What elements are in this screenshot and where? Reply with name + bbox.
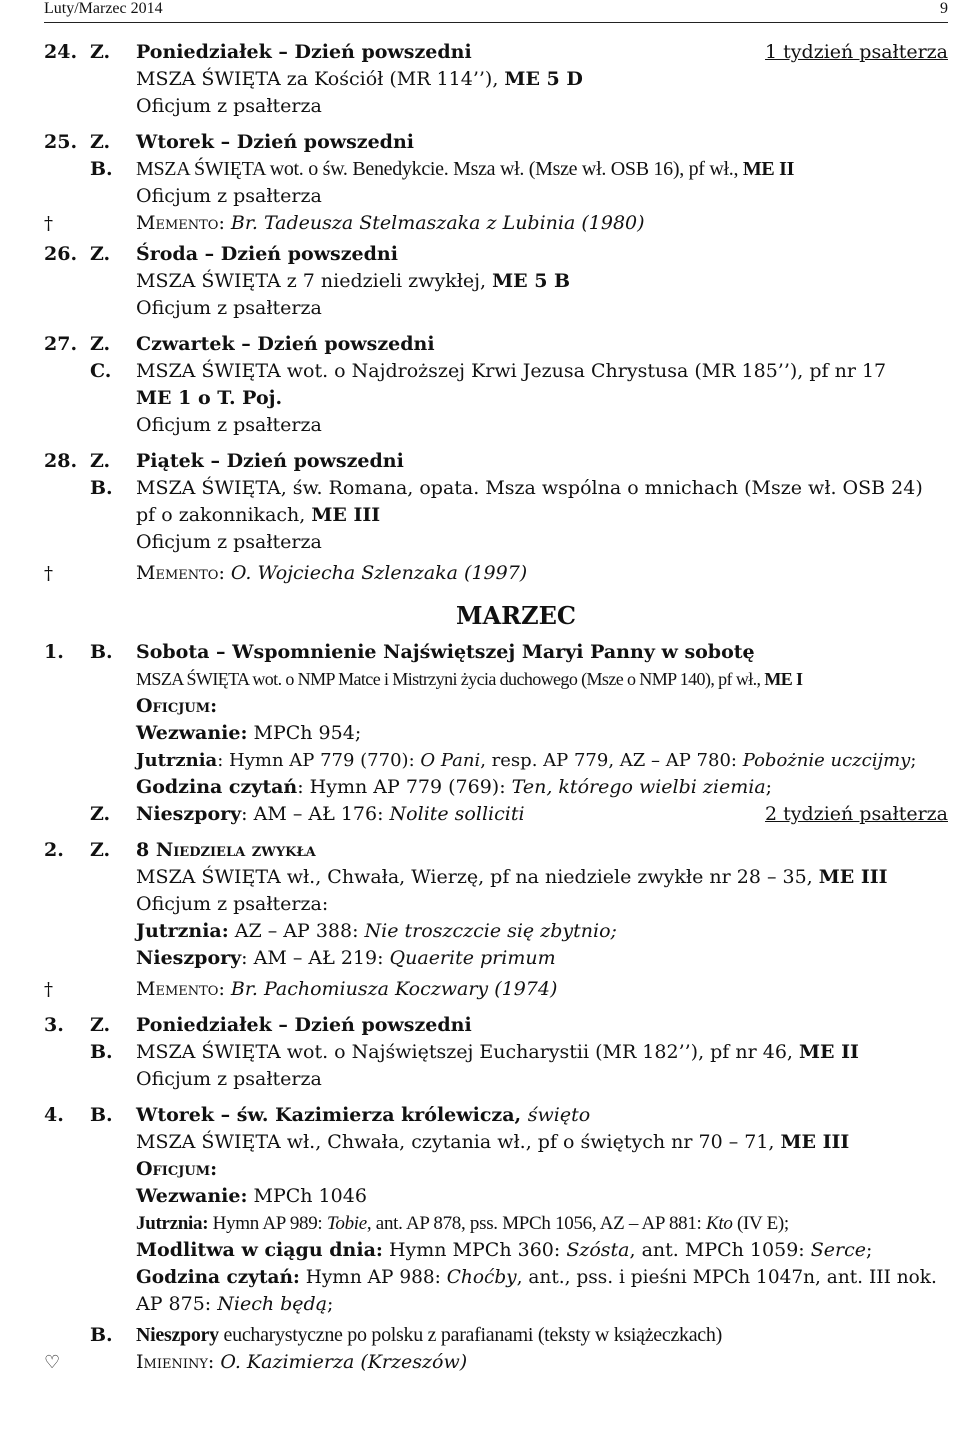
liturgical-color: Z. <box>90 243 111 265</box>
mass-missal: ME II <box>742 158 795 180</box>
entry-25-office <box>44 183 948 210</box>
invitatory-text: MPCh 954; <box>247 722 362 744</box>
midday-text: Hymn MPCh 360: <box>382 1239 567 1261</box>
day-rank: święto <box>527 1104 591 1126</box>
psalter-week: 1 tydzień psałterza <box>765 41 948 63</box>
midday-text-3: ; <box>865 1239 873 1261</box>
entry-4-godzina <box>44 1264 948 1291</box>
memento-label: Memento <box>136 978 219 1000</box>
entry-date: 1. <box>44 641 64 663</box>
lauds-text: Hymn AP 989: <box>208 1213 327 1234</box>
day-title: Czwartek – Dzień powszedni <box>136 333 435 355</box>
mass-missal: ME III <box>311 504 381 526</box>
day-title: Wtorek – św. Kazimierza królewicza, <box>136 1104 528 1126</box>
liturgical-color: Z. <box>90 839 111 861</box>
office-label: Oficjum: <box>136 1158 218 1180</box>
entry-2-mass <box>44 864 948 891</box>
liturgical-color: C. <box>90 360 112 382</box>
mass-text: MSZA ŚWIĘTA za Kościół (MR 114’’), <box>136 68 505 90</box>
readings-text-2: , ant., pss. i pieśni MPCh 1047n, ant. III nok. <box>516 1267 937 1288</box>
entry-24-mass <box>44 66 948 93</box>
lauds-hymn: O Pani <box>420 750 481 771</box>
memento-text: Br. Tadeusza Stelmaszaka z Lubinia (1980) <box>230 212 645 234</box>
entry-28-office <box>44 529 948 556</box>
office-text: Oficjum z psałterza <box>136 531 322 553</box>
entry-2-office <box>44 891 948 918</box>
office-text: Oficjum z psałterza <box>136 1068 322 1090</box>
memento-text: Br. Pachomiusza Koczwary (1974) <box>230 978 558 1000</box>
entry-28-day <box>44 448 948 475</box>
readings-hymn: Ten, którego wielbi ziemia <box>511 776 766 798</box>
entry-3-day <box>44 1012 948 1039</box>
mass-missal: ME III <box>818 866 888 888</box>
lauds-text: : Hymn AP 779 (770): <box>217 750 421 771</box>
midday-antiphon: Serce <box>810 1239 866 1261</box>
lauds-label: Jutrznia: <box>136 920 229 942</box>
office-label: Oficjum: <box>136 695 218 717</box>
entry-4-office-label <box>44 1156 948 1183</box>
entry-1-office-label <box>44 693 948 720</box>
entry-4-imieniny: ♡ Imieniny: O. Kazimierza (Krzeszów) <box>44 1349 948 1376</box>
entry-4-jutrznia <box>44 1210 948 1237</box>
entry-26-office <box>44 295 948 322</box>
mass-text-cont: pf o zakonnikach, <box>136 504 312 526</box>
entry-4-nieszpory <box>44 1322 948 1349</box>
entry-date: 3. <box>44 1014 64 1036</box>
office-text: Oficjum z psałterza <box>136 414 322 436</box>
entry-date: 26. <box>44 243 78 265</box>
readings-antiphon: Niech będą <box>217 1293 328 1315</box>
liturgical-color: Z. <box>90 1014 111 1036</box>
vespers-label: Nieszpory <box>136 803 242 825</box>
memento-label: Memento <box>136 212 219 234</box>
nameday-label: Imieniny <box>136 1351 208 1373</box>
heart-icon: ♡ <box>44 1352 61 1373</box>
liturgical-color: B. <box>90 1104 113 1126</box>
entry-27-mass <box>44 358 948 385</box>
readings-text: : Hymn AP 779 (769): <box>297 776 512 798</box>
mass-text: MSZA ŚWIĘTA wot. o św. Benedykcie. Msza wł. (Msze wł. OSB 16), pf wł., <box>136 158 743 180</box>
entry-28-mass <box>44 475 948 502</box>
mass-text: MSZA ŚWIĘTA wot. o NMP Matce i Mistrzyni życia duchowego (Msze o NMP 140), pf wł., <box>136 669 765 689</box>
liturgical-color: B. <box>90 477 113 499</box>
entry-date: 24. <box>44 41 78 63</box>
liturgical-color: Z. <box>90 333 111 355</box>
entry-25-mass <box>44 156 948 183</box>
lauds-antiphon: Nie troszczcie się zbytnio; <box>364 920 617 942</box>
mass-missal: ME 5 D <box>504 68 583 90</box>
lauds-label: Jutrznia <box>136 750 218 771</box>
mass-missal: ME III <box>780 1131 850 1153</box>
mass-text: MSZA ŚWIĘTA wł., Chwała, Wierzę, pf na niedziele zwykłe nr 28 – 35, <box>136 866 819 888</box>
liturgical-color: B. <box>90 641 113 663</box>
entry-date: 28. <box>44 450 78 472</box>
liturgical-color: Z. <box>90 450 111 472</box>
readings-text-3: AP 875: <box>136 1293 218 1315</box>
mass-text: MSZA ŚWIĘTA z 7 niedzieli zwykłej, <box>136 270 493 292</box>
day-title: Wtorek – Dzień powszedni <box>136 131 414 153</box>
vespers-text: : AM – AŁ 176: <box>241 803 390 825</box>
office-text: Oficjum z psałterza <box>136 297 322 319</box>
lauds-antiphon: Pobożnie uczcijmy <box>742 750 911 771</box>
entry-2-nieszpory <box>44 945 948 972</box>
cross-icon: † <box>44 563 53 584</box>
entry-2-memento: † Memento: Br. Pachomiusza Koczwary (1974) <box>44 976 948 1003</box>
mass-missal: ME 1 o T. Poj. <box>136 387 283 409</box>
vespers-text: : AM – AŁ 219: <box>241 947 390 969</box>
day-title: Środa – Dzień powszedni <box>136 243 398 265</box>
day-title: Sobota – Wspomnienie Najświętszej Maryi Panny w sobotę <box>136 641 755 663</box>
entry-27-mass-cont <box>44 385 948 412</box>
header-date: Luty/Marzec 2014 <box>44 0 163 17</box>
readings-hymn: Choćby <box>446 1267 517 1288</box>
cross-icon: † <box>44 213 53 234</box>
midday-hymn: Szósta <box>566 1239 630 1261</box>
mass-text: MSZA ŚWIĘTA wł., Chwała, czytania wł., pf o świętych nr 70 – 71, <box>136 1131 781 1153</box>
lauds-text-3: (IV E); <box>732 1213 789 1234</box>
month-heading: MARZEC <box>455 601 577 630</box>
lauds-hymn: Tobie <box>326 1213 367 1234</box>
invitatory-label: Wezwanie: <box>136 1185 248 1207</box>
midday-text-2: , ant. MPCh 1059: <box>629 1239 811 1261</box>
entry-1-godzina: Godzina czytań: Hymn AP 779 (769): Ten, którego wielbi ziemia; <box>136 776 773 798</box>
liturgical-color: B. <box>90 158 113 180</box>
entry-25-day <box>44 129 948 156</box>
entry-1-day <box>44 639 948 666</box>
entry-date: 2. <box>44 839 64 861</box>
entry-4-day <box>44 1102 948 1129</box>
liturgical-color: B. <box>90 1324 113 1346</box>
entry-24-day <box>44 39 948 66</box>
entry-26-day <box>44 241 948 268</box>
lauds-text-2: , resp. AP 779, AZ – AP 780: <box>480 750 743 771</box>
mass-text: MSZA ŚWIĘTA wot. o Najdroższej Krwi Jezusa Chrystusa (MR 185’’), pf nr 17 <box>136 360 887 382</box>
liturgical-color: B. <box>90 1041 113 1063</box>
mass-text: MSZA ŚWIĘTA wot. o Najświętszej Eucharystii (MR 182’’), pf nr 46, <box>136 1041 799 1063</box>
memento-label: Memento <box>136 562 219 584</box>
entry-27-office <box>44 412 948 439</box>
entry-28-memento: † Memento: O. Wojciecha Szlenzaka (1997) <box>44 560 948 587</box>
entry-date: 25. <box>44 131 78 153</box>
mass-missal: ME II <box>799 1041 859 1063</box>
lauds-text: AZ – AP 388: <box>228 920 365 942</box>
entry-4-modlitwa <box>44 1237 948 1264</box>
invitatory-label: Wezwanie: <box>136 722 248 744</box>
liturgical-color: Z. <box>90 41 111 63</box>
day-title: Poniedziałek – Dzień powszedni <box>136 41 472 63</box>
entry-date: 27. <box>44 333 78 355</box>
mass-missal: ME I <box>764 669 803 689</box>
lauds-label: Jutrznia: <box>136 1213 209 1234</box>
midday-label: Modlitwa w ciągu dnia: <box>136 1239 383 1261</box>
entry-4-godzina-cont: AP 875: Niech będą; <box>136 1293 334 1315</box>
entry-27-day <box>44 331 948 358</box>
vespers-antiphon: Quaerite primum <box>389 947 556 969</box>
entry-1-mass <box>44 666 948 693</box>
psalter-week: 2 tydzień psałterza <box>765 803 948 825</box>
mass-text: MSZA ŚWIĘTA, św. Romana, opata. Msza wspólna o mnichach (Msze wł. OSB 24) <box>136 477 923 499</box>
vespers-text: eucharystyczne po polsku z parafianami (teksty w książeczkach) <box>218 1324 722 1346</box>
readings-label: Godzina czytań: <box>136 1267 300 1288</box>
page-number: 9 <box>940 0 948 17</box>
nameday-text: O. Kazimierza (Krzeszów) <box>220 1351 468 1373</box>
lauds-antiphon: Kto <box>705 1213 733 1234</box>
entry-4-wezwanie <box>44 1183 948 1210</box>
day-title: Piątek – Dzień powszedni <box>136 450 404 472</box>
cross-icon: † <box>44 979 53 1000</box>
liturgical-color: Z. <box>90 803 111 825</box>
vespers-antiphon: Nolite solliciti <box>389 803 525 825</box>
vespers-label: Nieszpory <box>136 947 242 969</box>
entry-25-memento: † Memento: Br. Tadeusza Stelmaszaka z Lubinia (1980) <box>44 210 948 237</box>
readings-label: Godzina czytań <box>136 776 298 798</box>
entry-3-office <box>44 1066 948 1093</box>
entry-2-day <box>44 837 948 864</box>
entry-1-nieszpory <box>44 801 948 828</box>
office-text: Oficjum z psałterza <box>136 95 322 117</box>
day-title: Poniedziałek – Dzień powszedni <box>136 1014 472 1036</box>
entry-24-office <box>44 93 948 120</box>
entry-1-jutrznia: Jutrznia: Hymn AP 779 (770): O Pani, resp. AP 779, AZ – AP 780: Pobożnie uczcijmy; <box>136 750 917 771</box>
memento-text: O. Wojciecha Szlenzaka (1997) <box>230 562 528 584</box>
day-title: 8 Niedziela zwykła <box>136 839 316 861</box>
office-text: Oficjum z psałterza <box>136 185 322 207</box>
entry-date: 4. <box>44 1104 64 1126</box>
entry-4-mass <box>44 1129 948 1156</box>
office-text: Oficjum z psałterza: <box>136 893 329 915</box>
mass-missal: ME 5 B <box>492 270 571 292</box>
entry-28-mass-cont <box>44 502 948 529</box>
entry-2-jutrznia <box>44 918 948 945</box>
entry-1-wezwanie <box>44 720 948 747</box>
invitatory-text: MPCh 1046 <box>247 1185 367 1207</box>
vespers-label: Nieszpory <box>136 1324 219 1346</box>
lauds-text-2: , ant. AP 878, pss. MPCh 1056, AZ – AP 881: <box>366 1213 706 1234</box>
page-header <box>44 0 948 23</box>
entry-26-mass <box>44 268 948 295</box>
liturgical-color: Z. <box>90 131 111 153</box>
entry-3-mass <box>44 1039 948 1066</box>
readings-text: Hymn AP 988: <box>299 1267 447 1288</box>
